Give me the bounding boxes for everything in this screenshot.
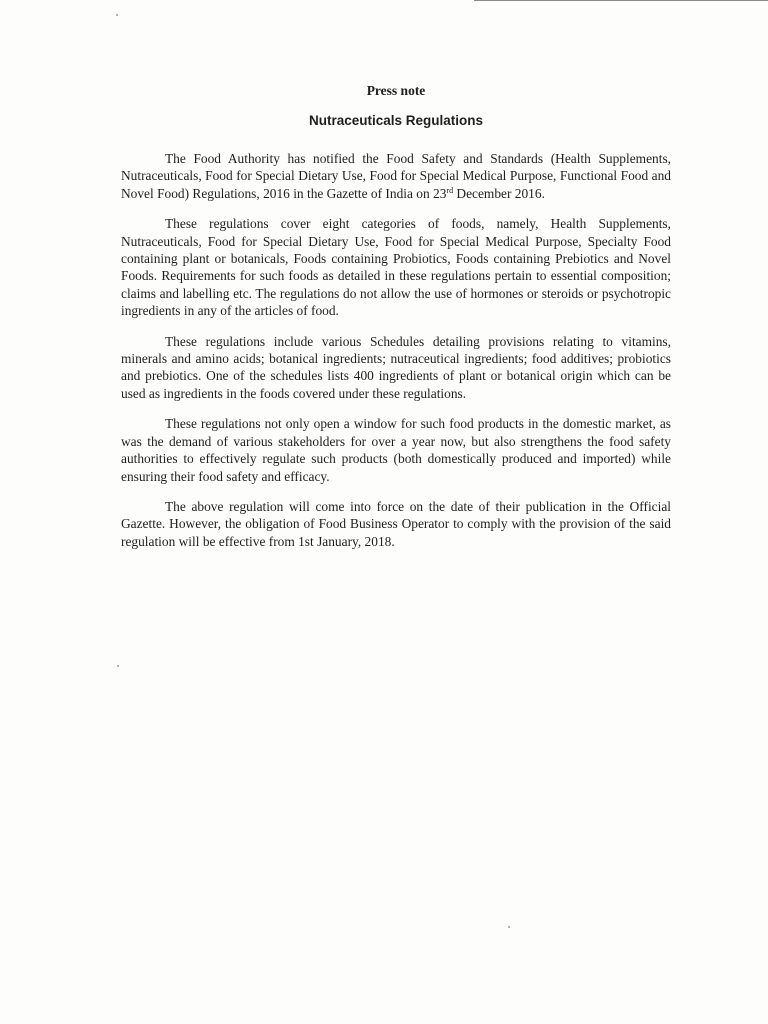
document-title: Nutraceuticals Regulations [308, 113, 484, 128]
scan-speck [116, 14, 118, 16]
paragraph-market: These regulations not only open a window for such food products in the domestic market, as was the demand of various stakeholders for over a year now, but also strengthens the food safety authorities to effectively regulate such products (both domestically produced and imported) while ensuring their food safety and efficacy. [121, 416, 671, 484]
ordinal-suffix: rd [446, 185, 454, 195]
paragraph-schedules: These regulations include various Schedules detailing provisions relating to vitamins, minerals and amino acids; botanical ingredients; nutraceutical ingredients; food additives; probiotics and prebiotics. One of the schedules lists 400 ingredients of plant or botanical origin which can be used as ingredients in the foods covered under these regulations. [121, 333, 671, 401]
paragraph-text: The Food Authority has notified the Food Safety and Standards (Health Supplements, Nutraceuticals, Food for Special Dietary Use, Food for Special Medical Purpose, Functional Food and Novel Food) Regulations, 2016 in the Gazette of India on 23 [121, 151, 671, 201]
paragraph-effective-date: The above regulation will come into force on the date of their publication in the Official Gazette. However, the obligation of Food Business Operator to comply with the provision of the said regulation will be effective from 1st January, 2018. [121, 498, 671, 549]
scan-speck [117, 665, 119, 667]
paragraph-notification [121, 150, 671, 202]
scan-edge-line [474, 0, 768, 1]
press-note-label: Press note [366, 83, 426, 98]
document-body [121, 150, 671, 563]
scan-speck [508, 926, 510, 928]
paragraph-categories: These regulations cover eight categories of foods, namely, Health Supplements, Nutraceuticals, Food for Special Dietary Use, Food for Special Medical Purpose, Specialty Food containing plant or botanicals, Foods containing Probiotics, Foods containing Prebiotics and Novel Foods. Requirements for such foods as detailed in these regulations pertain to essential composition; claims and labelling etc. The regulations do not allow the use of hormones or steroids or psychotropic ingredients in any of the articles of food. [121, 216, 671, 319]
paragraph-text: December 2016. [453, 185, 545, 201]
